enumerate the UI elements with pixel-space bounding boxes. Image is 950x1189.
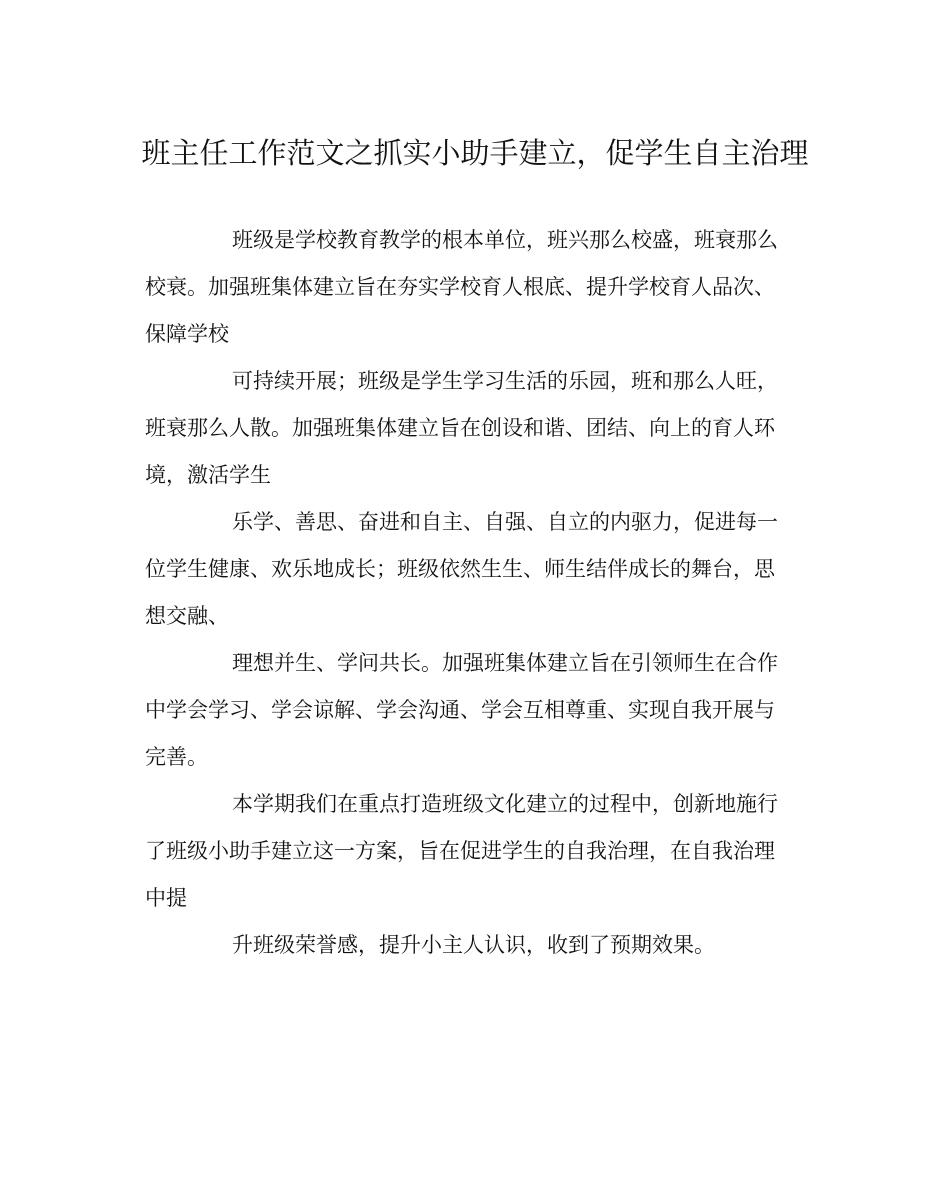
text-line: 校衰。加强班集体建立旨在夯实学校育人根底、提升学校育人品次、 <box>145 275 775 299</box>
document-title: 班主任工作范文之抓实小助手建立，促学生自主治理 <box>141 136 809 170</box>
text-line: 位学生健康、欢乐地成长；班级依然生生、师生结伴成长的舞台，思 <box>145 557 775 581</box>
text-line: 想交融、 <box>145 604 229 628</box>
text-line: 班级是学校教育教学的根本单位，班兴那么校盛，班衰那么 <box>232 228 778 252</box>
text-line: 班衰那么人散。加强班集体建立旨在创设和谐、团结、向上的育人环 <box>145 416 775 440</box>
text-line: 了班级小助手建立这一方案，旨在促进学生的自我治理，在自我治理 <box>145 839 775 863</box>
text-line: 中提 <box>145 886 187 910</box>
paragraph-4 <box>145 640 797 781</box>
text-line: 中学会学习、学会谅解、学会沟通、学会互相尊重、实现自我开展与 <box>145 698 775 722</box>
paragraph-1 <box>145 217 797 358</box>
paragraph-5 <box>145 781 797 922</box>
text-line: 理想并生、学问共长。加强班集体建立旨在引领师生在合作 <box>232 651 778 675</box>
text-line: 本学期我们在重点打造班级文化建立的过程中，创新地施行 <box>232 792 778 816</box>
text-line: 完善。 <box>145 745 208 769</box>
text-line: 保障学校 <box>145 322 229 346</box>
paragraph-6 <box>145 922 797 969</box>
text-line: 乐学、善思、奋进和自主、自强、自立的内驱力，促进每一 <box>232 510 778 534</box>
document-body <box>145 217 797 969</box>
text-line: 升班级荣誉感，提升小主人认识，收到了预期效果。 <box>232 933 715 957</box>
text-line: 境，激活学生 <box>145 463 271 487</box>
paragraph-3 <box>145 499 797 640</box>
text-line: 可持续开展；班级是学生学习生活的乐园，班和那么人旺， <box>232 369 778 393</box>
paragraph-2 <box>145 358 797 499</box>
